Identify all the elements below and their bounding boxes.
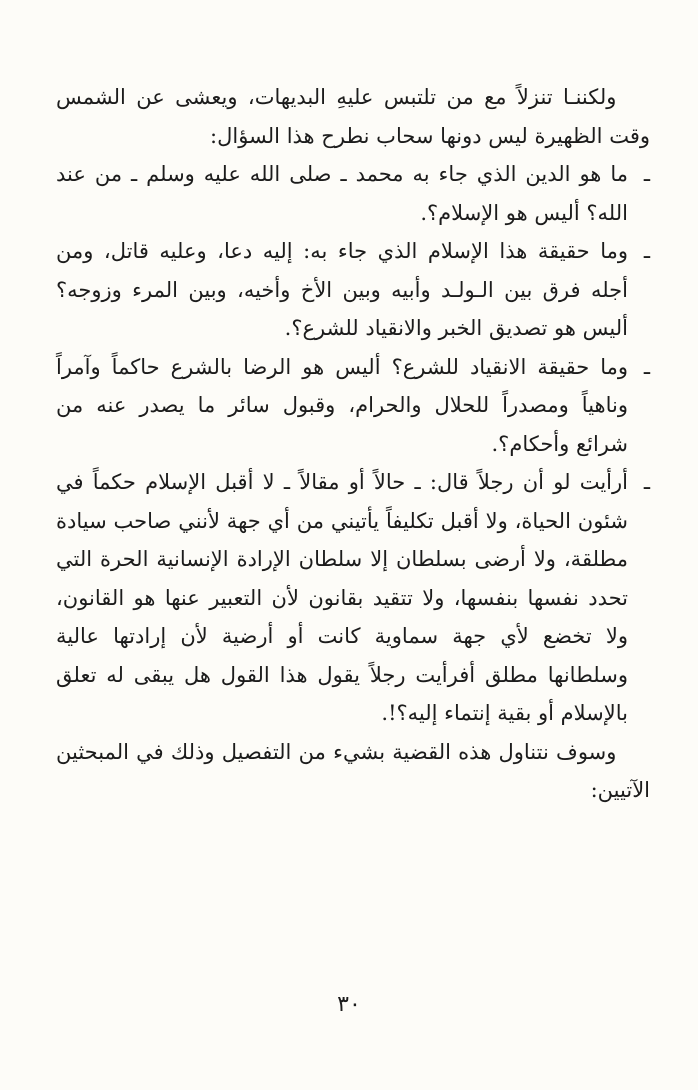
page-number: ٣٠ [337,992,361,1017]
question-text: أرأيت لو أن رجلاً قال: ـ حالاً أو مقالاً ـ لا أقبل الإسلام حكماً في شئون الحياة، ولا أقبل تكليفاً يأتيني من أي جهة لأنني صاحب سيادة مطلقة، ولا أرضى بسلطان إلا سلطان الإرادة الإنسانية الحرة التي تحدد نفسها بنفسها، ولا تتقيد بقانون لأن التعبير عنها هو القانون، ولا تخضع لأي جهة سماوية كانت أو أرضية لأن إرادتها عالية وسلطانها مطلق أفرأيت رجلاً يقول هذا القول هل يبقى له تعلق بالإسلام أو بقية إنتماء إليه؟!. [56,470,628,725]
question-text: ما هو الدين الذي جاء به محمد ـ صلى الله عليه وسلم ـ من عند الله؟ أليس هو الإسلام؟. [56,162,628,225]
question-item-4 [56,463,650,733]
question-text: وما حقيقة الانقياد للشرع؟ أليس هو الرضا بالشرع حاكماً وآمراً وناهياً ومصدراً للحلال والحرام، وقبول سائر ما يصدر عنه من شرائع وأحكام؟. [56,354,628,456]
item-dash: ـ [643,239,650,263]
intro-paragraph: ولكننـا تنزلاً مع من تلتبس عليهِ البديهات، ويعشى عن الشمس وقت الظهيرة ليس دونها سحاب نطرح هذا السؤال: [56,85,650,148]
question-item-3 [56,348,650,464]
closing-paragraph: وسوف نتناول هذه القضية بشيء من التفصيل وذلك في المبحثين الآتيين: [56,739,650,802]
question-item-1 [56,155,650,232]
item-dash: ـ [643,470,650,494]
item-dash: ـ [643,162,650,186]
question-text: وما حقيقة هذا الإسلام الذي جاء به: إليه دعا، وعليه قاتل، ومن أجله فرق بين الـولـد وأبيه وبين الأخ وأخيه، وبين المرء وزوجه؟ أليس هو تصديق الخبر والانقياد للشرع؟. [56,239,628,340]
item-dash: ـ [643,354,650,379]
question-item-2 [56,232,650,348]
body-text [56,78,650,810]
